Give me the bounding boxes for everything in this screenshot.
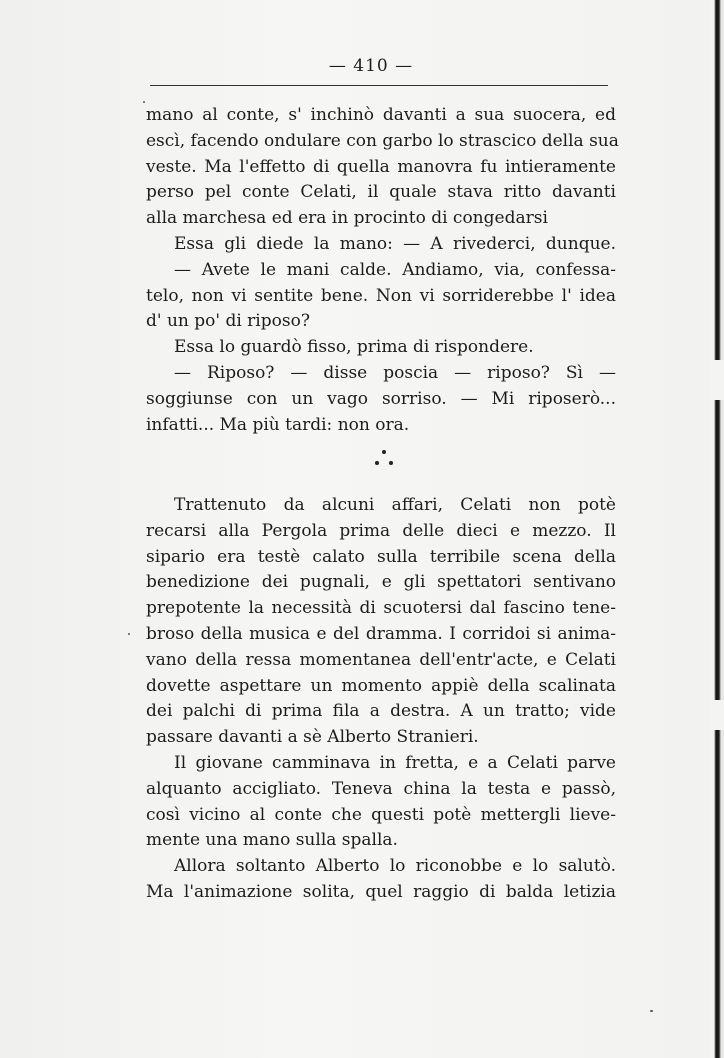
text-line: alquanto accigliato. Teneva china la testa e passò,	[146, 778, 616, 799]
text-line: escì, facendo ondulare con garbo lo strascico della sua	[146, 130, 619, 151]
text-line: recarsi alla Pergola prima delle dieci e mezzo. Il	[146, 520, 616, 541]
binding-edge	[710, 0, 724, 1058]
text-line: Allora soltanto Alberto lo riconobbe e lo salutò.	[174, 856, 616, 877]
paper-speck	[128, 633, 130, 635]
text-line: dei palchi di prima fila a destra. A un tratto; vide	[146, 701, 616, 722]
binding-edge-gap	[710, 360, 724, 400]
text-line: d' un po' di riposo?	[146, 311, 310, 332]
text-line: veste. Ma l'effetto di quella manovra fu intieramente	[146, 156, 616, 177]
text-line: soggiunse con un vago sorriso. — Mi riposerò...	[146, 388, 616, 409]
header-rule	[150, 85, 608, 86]
text-line: prepotente la necessità di scuotersi dal fascino tene-	[146, 598, 616, 619]
text-line: Essa gli diede la mano: — A rivederci, dunque.	[174, 233, 616, 254]
text-line: Essa lo guardò fisso, prima di rispondere.	[174, 337, 534, 358]
text-line: così vicino al conte che questi potè mettergli lieve-	[146, 804, 616, 825]
text-line: infatti... Ma più tardi: non ora.	[146, 414, 410, 435]
text-line: perso pel conte Celati, il quale stava ritto davanti	[146, 182, 616, 203]
text-line: dovette aspettare un momento appiè della scalinata	[146, 675, 616, 696]
page-number: — 410 —	[328, 56, 414, 76]
paragraph-block-1	[146, 103, 619, 438]
text-line: sipario era testè calato sulla terribile scena della	[146, 546, 616, 567]
text-line: alla marchesa ed era in procinto di congedarsi	[146, 208, 548, 229]
text-line: Trattenuto da alcuni affari, Celati non potè	[174, 495, 616, 515]
text-line: mente una mano sulla spalla.	[146, 830, 398, 851]
text-line: — Riposo? — disse poscia — riposo? Sì —	[174, 362, 616, 383]
text-line: mano al conte, s' inchinò davanti a sua suocera, ed	[146, 105, 616, 125]
text-line: vano della ressa momentanea dell'entr'acte, e Celati	[146, 649, 616, 670]
text-line: broso della musica e del dramma. I corridoi si anima-	[146, 623, 616, 644]
paper-speck	[143, 101, 145, 103]
text-line: Ma l'animazione solita, quel raggio di balda letizia	[146, 881, 616, 902]
text-line: telo, non vi sentite bene. Non vi sorriderebbe l' idea	[146, 285, 616, 306]
text-line: passare davanti a sè Alberto Stranieri.	[146, 727, 479, 748]
paragraph-block-2	[146, 493, 616, 906]
text-line: benedizione dei pugnali, e gli spettatori sentivano	[146, 572, 616, 593]
text-line: Il giovane camminava in fretta, e a Celati parve	[174, 752, 616, 773]
binding-edge-gap	[710, 700, 724, 730]
paper-speck	[650, 1010, 653, 1012]
section-break-asterism	[372, 448, 396, 472]
text-line: — Avete le mani calde. Andiamo, via, confessa-	[174, 259, 616, 280]
